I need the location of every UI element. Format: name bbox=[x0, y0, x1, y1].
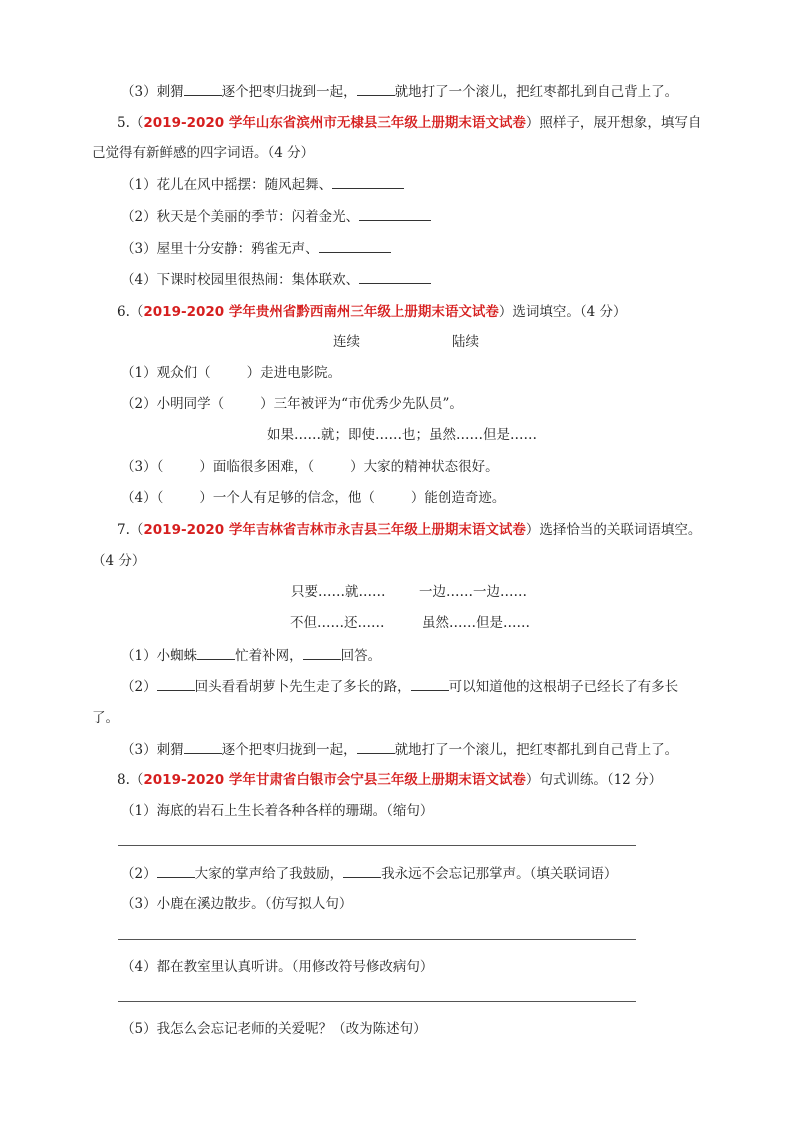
answer-blank[interactable] bbox=[303, 646, 341, 660]
item-text: ）面临很多困难，（ bbox=[199, 459, 315, 475]
item-text: 就地打了一个滚儿，把红枣都扎到自己背上了。 bbox=[394, 84, 679, 100]
item-text: ）能创造奇迹。 bbox=[410, 490, 506, 506]
q6-item-4 bbox=[121, 489, 505, 507]
q6-item-1 bbox=[121, 364, 341, 382]
item-text: 就地打了一个滚儿，把红枣都扎到自己背上了。 bbox=[394, 742, 679, 758]
answer-blank[interactable] bbox=[343, 864, 381, 878]
answer-blank[interactable] bbox=[357, 82, 395, 96]
word-option: 不但……还…… bbox=[290, 615, 385, 631]
item-number: （3） bbox=[121, 84, 157, 100]
word-option: 虽然……但是…… bbox=[422, 615, 530, 631]
item-text: ）三年被评为“市优秀少先队员”。 bbox=[260, 396, 463, 412]
item-text: （1）花儿在风中摇摆：随风起舞、 bbox=[121, 177, 333, 193]
item-text: （3）屋里十分安静：鸦雀无声、 bbox=[121, 241, 319, 257]
q6-heading bbox=[117, 303, 626, 321]
word-option: 只要……就…… bbox=[291, 584, 386, 600]
answer-line[interactable] bbox=[118, 939, 636, 940]
item-text: （2）秋天是个美丽的季节：闪着金光、 bbox=[121, 209, 360, 225]
item-text: 大家的掌声给了我鼓励， bbox=[194, 866, 344, 882]
question-source: 2019-2020 学年贵州省黔西南州三年级上册期末语文试卷 bbox=[143, 304, 499, 320]
question-prompt: ）选择恰当的关联词语填空。 bbox=[525, 522, 702, 538]
question-prompt: ）句式训练。（12 分） bbox=[525, 772, 663, 788]
q5-prompt-cont: 己觉得有新鲜感的四字词语。（4 分） bbox=[92, 145, 315, 161]
q5-item-4 bbox=[121, 270, 431, 289]
answer-blank[interactable] bbox=[184, 82, 222, 96]
item-text: 可以知道他的这根胡子已经长了有多长 bbox=[448, 679, 679, 695]
word-option-2: 陆续 bbox=[452, 334, 479, 350]
answer-line[interactable] bbox=[118, 1001, 636, 1002]
question-source: 2019-2020 学年山东省滨州市无棣县三年级上册期末语文试卷 bbox=[143, 115, 526, 131]
q8-item-2 bbox=[121, 864, 617, 883]
q5-item-1 bbox=[121, 175, 404, 194]
item-text: （3）（ bbox=[121, 459, 164, 475]
question-source: 2019-2020 学年吉林省吉林市永吉县三年级上册期末语文试卷 bbox=[143, 522, 526, 538]
question-number: 6.（ bbox=[117, 304, 144, 320]
item-text: （2）小明同学（ bbox=[121, 396, 225, 412]
answer-blank[interactable] bbox=[359, 270, 431, 284]
q6-item-2 bbox=[121, 395, 463, 413]
item-text: ）大家的精神状态很好。 bbox=[350, 459, 499, 475]
answer-blank[interactable] bbox=[411, 677, 449, 691]
q7-score: （4 分） bbox=[92, 553, 146, 569]
question-number: 5.（ bbox=[117, 115, 144, 131]
q7-heading bbox=[117, 521, 701, 539]
answer-blank[interactable] bbox=[357, 740, 395, 754]
item-text: （4）下课时校园里很热闹：集体联欢、 bbox=[121, 272, 360, 288]
item-text: （4）（ bbox=[121, 490, 164, 506]
q7-item-2 bbox=[121, 677, 678, 696]
item-text: 逐个把枣归拢到一起， bbox=[221, 84, 357, 100]
q7-item-2-cont: 了。 bbox=[92, 710, 119, 726]
item-text: ）走进电影院。 bbox=[246, 365, 342, 381]
q8-heading bbox=[117, 771, 662, 789]
q8-item-4: （4）都在教室里认真听讲。（用修改符号修改病句） bbox=[121, 959, 434, 975]
question-number: 8.（ bbox=[117, 772, 144, 788]
answer-blank[interactable] bbox=[332, 175, 404, 189]
question-source: 2019-2020 学年甘肃省白银市会宁县三年级上册期末语文试卷 bbox=[143, 772, 526, 788]
q8-item-3: （3）小鹿在溪边散步。（仿写拟人句） bbox=[121, 896, 353, 912]
item-text: （2） bbox=[121, 679, 157, 695]
answer-blank[interactable] bbox=[184, 740, 222, 754]
item-text: 逐个把枣归拢到一起， bbox=[221, 742, 357, 758]
item-text: ）一个人有足够的信念，他（ bbox=[199, 490, 375, 506]
question-number: 7.（ bbox=[117, 522, 144, 538]
item-text: （1）小蜘蛛 bbox=[121, 648, 198, 664]
answer-blank[interactable] bbox=[319, 239, 391, 253]
item-text: （1）观众们（ bbox=[121, 365, 211, 381]
answer-blank[interactable] bbox=[157, 677, 195, 691]
item-text: 刺猬 bbox=[156, 84, 184, 100]
word-option-1: 连续 bbox=[333, 334, 360, 350]
item-text: 我永远不会忘记那掌声。（填关联词语） bbox=[381, 866, 618, 882]
q8-item-1: （1）海底的岩石上生长着各种各样的珊瑚。（缩句） bbox=[121, 803, 434, 819]
answer-blank[interactable] bbox=[157, 864, 195, 878]
word-option: 一边……一边…… bbox=[419, 584, 527, 600]
connective-options: 如果……就；即使……也；虽然……但是…… bbox=[267, 427, 537, 443]
q4-item-3 bbox=[121, 82, 678, 101]
item-text: （3）刺猬 bbox=[121, 742, 184, 758]
item-text: 回答。 bbox=[340, 648, 382, 664]
q5-item-2 bbox=[121, 207, 431, 226]
item-text: 回头看看胡萝卜先生走了多长的路， bbox=[194, 679, 411, 695]
q6-item-3 bbox=[121, 458, 499, 476]
answer-line[interactable] bbox=[118, 845, 636, 846]
q5-item-3 bbox=[121, 239, 391, 258]
q7-item-1 bbox=[121, 646, 381, 665]
item-text: （2） bbox=[121, 866, 157, 882]
q7-item-3 bbox=[121, 740, 678, 759]
question-prompt: ）照样子，展开想象，填写自 bbox=[525, 115, 702, 131]
answer-blank[interactable] bbox=[359, 207, 431, 221]
q5-heading bbox=[117, 114, 701, 132]
answer-blank[interactable] bbox=[197, 646, 235, 660]
q8-item-5: （5）我怎么会忘记老师的关爱呢？（改为陈述句） bbox=[121, 1021, 427, 1037]
item-text: 忙着补网， bbox=[235, 648, 303, 664]
question-prompt: ）选词填空。（4 分） bbox=[498, 304, 627, 320]
